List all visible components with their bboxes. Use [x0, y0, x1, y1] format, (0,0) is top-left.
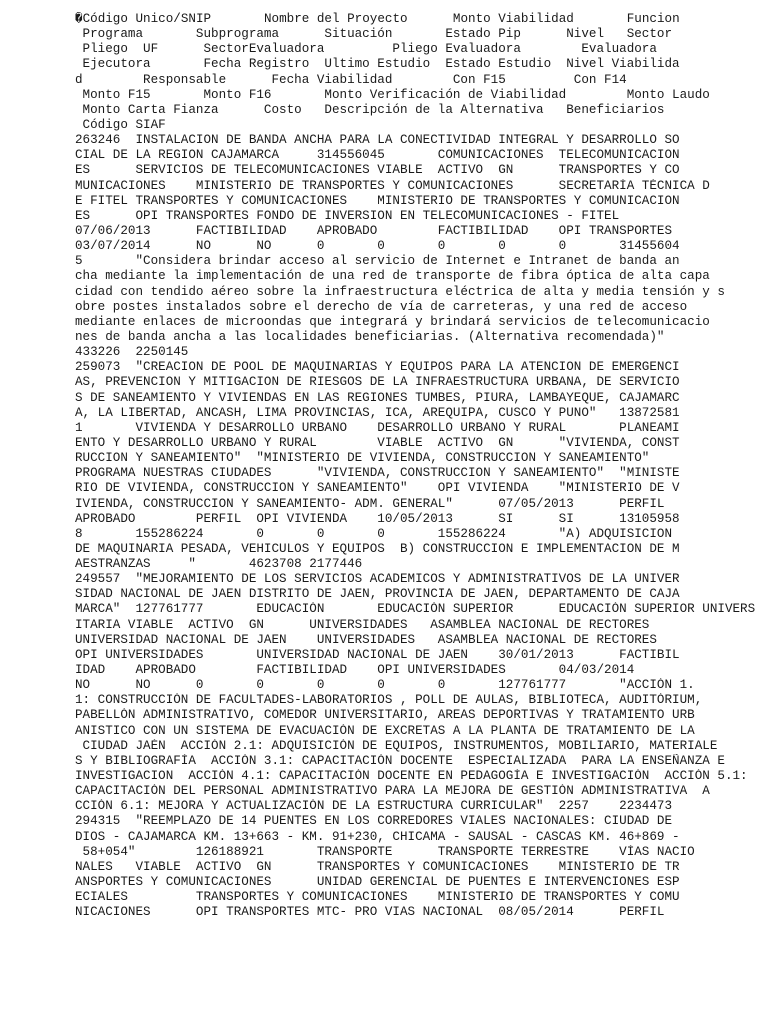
text-line: IDAD APROBADO FACTIBILIDAD OPI UNIVERSIDADES 04/03/2014 — [75, 663, 635, 678]
text-line: OPI UNIVERSIDADES UNIVERSIDAD NACIONAL DE JAEN 30/01/2013 FACTIBIL — [75, 647, 680, 662]
text-line: Ejecutora Fecha Registro Ultimo Estudio Estado Estudio Nivel Viabilida — [75, 57, 680, 72]
text-line: PROGRAMA NUESTRAS CIUDADES "VIVIENDA, CONSTRUCCION Y SANEAMIENTO" "MINISTE — [75, 466, 680, 481]
text-line: MUNICACIONES MINISTERIO DE TRANSPORTES Y COMUNICACIONES SECRETARÍA TÉCNICA D — [75, 178, 710, 193]
text-line: RIO DE VIVIENDA, CONSTRUCCION Y SANEAMIENTO" OPI VIVIENDA "MINISTERIO DE V — [75, 481, 680, 496]
text-line: INVESTIGACION ACCIÓN 4.1: CAPACITACIÓN DOCENTE EN PEDAGOGÍA E INVESTIGACIÓN ACCIÓN 5.1: — [75, 769, 748, 784]
text-line: AS, PREVENCION Y MITIGACION DE RIESGOS DE LA INFRAESTRUCTURA URBANA, DE SERVICIO — [75, 375, 680, 390]
text-line: 8 155286224 0 0 0 155286224 "A) ADQUISICION — [75, 526, 673, 541]
text-line: SIDAD NACIONAL DE JAEN DISTRITO DE JAEN, PROVINCIA DE JAEN, DEPARTAMENTO DE CAJA — [75, 587, 680, 602]
text-line: 58+054" 126188921 TRANSPORTE TRANSPORTE TERRESTRE VÍAS NACIO — [75, 844, 695, 859]
text-line: Pliego UF SectorEvaluadora Pliego Evaluadora Evaluadora — [75, 42, 657, 57]
text-line: ENTO Y DESARROLLO URBANO Y RURAL VIABLE ACTIVO GN "VIVIENDA, CONST — [75, 435, 680, 450]
text-line: S Y BIBLIOGRAFÍA ACCIÓN 3.1: CAPACITACIÓN DOCENTE ESPECIALIZADA PARA LA ENSEÑANZA E — [75, 753, 725, 768]
text-line: Monto F15 Monto F16 Monto Verificación de Viabilidad Monto Laudo — [75, 87, 710, 102]
text-line: 1: CONSTRUCCIÓN DE FACULTADES-LABORATORIOS , POLL DE AULAS, BIBLIOTECA, AUDITÓRIUM, — [75, 693, 703, 708]
text-line: 1 VIVIENDA Y DESARROLLO URBANO DESARROLLO URBANO Y RURAL PLANEAMI — [75, 420, 680, 435]
text-line: RUCCION Y SANEAMIENTO" "MINISTERIO DE VIVIENDA, CONSTRUCCION Y SANEAMIENTO" — [75, 451, 650, 466]
text-line: 5 "Considera brindar acceso al servicio de Internet e Intranet de banda an — [75, 254, 680, 269]
text-line: A, LA LIBERTAD, ANCASH, LIMA PROVINCIAS, ICA, AREQUIPA, CUSCO Y PUNO" 13872581 — [75, 405, 680, 420]
text-line: 249557 "MEJORAMIENTO DE LOS SERVICIOS ACADEMICOS Y ADMINISTRATIVOS DE LA UNIVER — [75, 572, 680, 587]
text-line: NICACIONES OPI TRANSPORTES MTC- PRO VIAS NACIONAL 08/05/2014 PERFIL — [75, 905, 665, 920]
text-line: CIAL DE LA REGION CAJAMARCA 314556045 COMUNICACIONES TELECOMUNICACION — [75, 148, 680, 163]
text-line: DIOS - CAJAMARCA KM. 13+663 - KM. 91+230, CHICAMA - SAUSAL - CASCAS KM. 46+869 - — [75, 829, 680, 844]
text-line: mediante enlaces de microondas que integrará y brindará servicios de telecomunicacio — [75, 314, 710, 329]
text-line: ITARIA VIABLE ACTIVO GN UNIVERSIDADES ASAMBLEA NACIONAL DE RECTORES — [75, 617, 650, 632]
text-line: CAPACITACIÓN DEL PERSONAL ADMINISTRATIVO PARA LA MEJORA DE GESTIÓN ADMINISTRATIVA A — [75, 784, 710, 799]
text-line: d Responsable Fecha Viabilidad Con F15 Con F14 — [75, 72, 627, 87]
text-line: CCIÓN 6.1: MEJORA Y ACTUALIZACIÓN DE LA ESTRUCTURA CURRICULAR" 2257 2234473 — [75, 799, 673, 814]
text-line: 259073 "CREACION DE POOL DE MAQUINARIAS Y EQUIPOS PARA LA ATENCION DE EMERGENCI — [75, 360, 680, 375]
text-line: DE MAQUINARIA PESADA, VEHICULOS Y EQUIPOS B) CONSTRUCCION E IMPLEMENTACION DE M — [75, 541, 680, 556]
text-line: cidad con tendido aéreo sobre la infraestructura eléctrica de alta y media tensión y s — [75, 284, 725, 299]
text-line: IVIENDA, CONSTRUCCION Y SANEAMIENTO- ADM. GENERAL" 07/05/2013 PERFIL — [75, 496, 665, 511]
text-line: NO NO 0 0 0 0 0 127761777 "ACCIÓN 1. — [75, 678, 695, 693]
text-line: Monto Carta Fianza Costo Descripción de la Alternativa Beneficiarios — [75, 102, 665, 117]
text-line: AESTRANZAS " 4623708 2177446 — [75, 557, 363, 572]
text-line: ES OPI TRANSPORTES FONDO DE INVERSION EN TELECOMUNICACIONES - FITEL — [75, 208, 620, 223]
text-line: ANISTICO CON UN SISTEMA DE EVACUACIÓN DE EXCRETAS A LA PLANTA DE TRATAMIENTO DE LA — [75, 723, 695, 738]
text-line: UNIVERSIDAD NACIONAL DE JAEN UNIVERSIDADES ASAMBLEA NACIONAL DE RECTORES — [75, 632, 657, 647]
text-line: 03/07/2014 NO NO 0 0 0 0 0 31455604 — [75, 239, 680, 254]
text-line: S DE SANEAMIENTO Y VIVIENDAS EN LAS REGIONES TUMBES, PIURA, LAMBAYEQUE, CAJAMARC — [75, 390, 680, 405]
text-line: PABELLÓN ADMINISTRATIVO, COMEDOR UNIVERSITARIO, AREAS DEPORTIVAS Y TRATAMIENTO URB — [75, 708, 695, 723]
text-line: nes de banda ancha a las localidades beneficiarias. (Alternativa recomendada)" — [75, 329, 665, 344]
text-line: CIUDAD JAÉN ACCIÓN 2.1: ADQUISICIÓN DE EQUIPOS, INSTRUMENTOS, MOBILIARIO, MATERIALE — [75, 738, 718, 753]
text-line: E FITEL TRANSPORTES Y COMUNICACIONES MINISTERIO DE TRANSPORTES Y COMUNICACION — [75, 193, 680, 208]
text-line: MARCA" 127761777 EDUCACIÓN EDUCACIÓN SUPERIOR EDUCACIÓN SUPERIOR UNIVERS — [75, 602, 756, 617]
text-line: 07/06/2013 FACTIBILIDAD APROBADO FACTIBILIDAD OPI TRANSPORTES — [75, 223, 673, 238]
text-line: Programa Subprograma Situación Estado Pip Nivel Sector — [75, 27, 673, 42]
text-line: cha mediante la implementación de una red de transporte de fibra óptica de alta capa — [75, 269, 710, 284]
text-line: Código SIAF — [75, 117, 166, 132]
text-line: ES SERVICIOS DE TELECOMUNICACIONES VIABLE ACTIVO GN TRANSPORTES Y CO — [75, 163, 680, 178]
text-line: NALES VIABLE ACTIVO GN TRANSPORTES Y COMUNICACIONES MINISTERIO DE TR — [75, 859, 680, 874]
text-line: ECIALES TRANSPORTES Y COMUNICACIONES MINISTERIO DE TRANSPORTES Y COMU — [75, 890, 680, 905]
document-text — [75, 12, 765, 920]
text-line: 433226 2250145 — [75, 345, 189, 360]
text-line: ANSPORTES Y COMUNICACIONES UNIDAD GERENCIAL DE PUENTES E INTERVENCIONES ESP — [75, 875, 680, 890]
text-line: 294315 "REEMPLAZO DE 14 PUENTES EN LOS CORREDORES VIALES NACIONALES: CIUDAD DE — [75, 814, 673, 829]
text-line: obre postes instalados sobre el derecho de vía de carreteras, y una red de acceso — [75, 299, 688, 314]
text-line: APROBADO PERFIL OPI VIVIENDA 10/05/2013 SI SI 13105958 — [75, 511, 680, 526]
text-line: 263246 INSTALACION DE BANDA ANCHA PARA LA CONECTIVIDAD INTEGRAL Y DESARROLLO SO — [75, 133, 680, 148]
text-line: �Código Unico/SNIP Nombre del Proyecto Monto Viabilidad Funcion — [75, 12, 680, 26]
